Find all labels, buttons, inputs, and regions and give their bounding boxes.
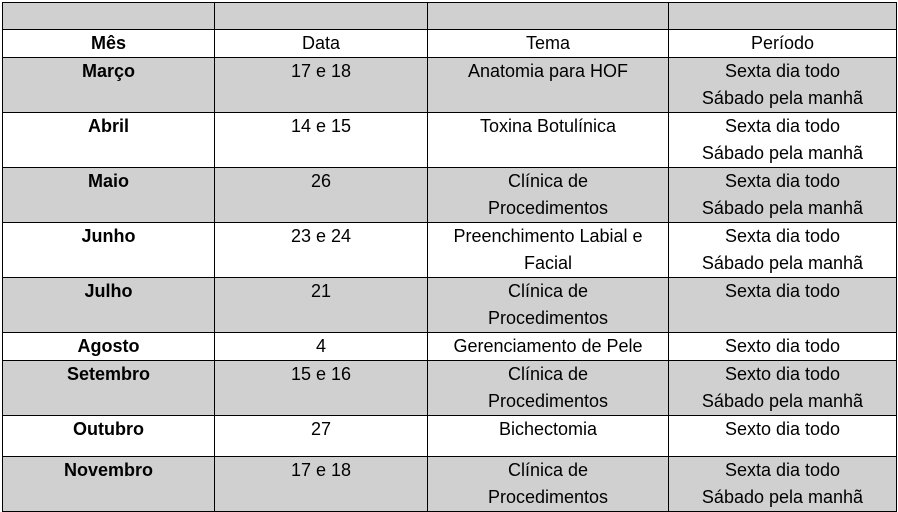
table-row xyxy=(3,333,897,361)
table-row xyxy=(3,457,897,512)
cell-data: 15 e 16 xyxy=(215,361,428,416)
table-row xyxy=(3,58,897,113)
blank-cell xyxy=(3,3,215,30)
table-row xyxy=(3,113,897,168)
header-data: Data xyxy=(215,30,428,58)
periodo-line: Sexta dia todo xyxy=(724,116,841,136)
tema-line: Clínica de xyxy=(507,171,589,191)
tema-line: Preenchimento Labial e xyxy=(453,226,643,246)
cell-periodo xyxy=(669,278,897,333)
table-row xyxy=(3,361,897,416)
periodo-line: Sábado pela manhã xyxy=(701,487,864,507)
cell-tema xyxy=(428,333,669,361)
cell-periodo xyxy=(669,58,897,113)
column-header-row xyxy=(3,30,897,58)
cell-tema xyxy=(428,58,669,113)
periodo-line: Sexta dia todo xyxy=(724,226,841,246)
blank-header-row xyxy=(3,3,897,30)
cell-periodo xyxy=(669,361,897,416)
periodo-line: Sexta dia todo xyxy=(724,171,841,191)
tema-line: Facial xyxy=(523,253,572,273)
periodo-line: Sexto dia todo xyxy=(724,419,841,439)
cell-periodo xyxy=(669,333,897,361)
tema-line: Procedimentos xyxy=(487,487,609,507)
cell-mes: Junho xyxy=(3,223,215,278)
cell-mes: Setembro xyxy=(3,361,215,416)
header-mes: Mês xyxy=(3,30,215,58)
tema-line: Gerenciamento de Pele xyxy=(453,336,643,356)
tema-line: Toxina Botulínica xyxy=(479,116,617,136)
periodo-line: Sexto dia todo xyxy=(724,364,841,384)
cell-mes: Maio xyxy=(3,168,215,223)
cell-tema xyxy=(428,113,669,168)
cell-periodo xyxy=(669,168,897,223)
cell-data: 23 e 24 xyxy=(215,223,428,278)
periodo-line: Sábado pela manhã xyxy=(701,88,864,108)
cell-data: 4 xyxy=(215,333,428,361)
periodo-line: Sexta dia todo xyxy=(724,281,841,301)
cell-tema xyxy=(428,361,669,416)
cell-mes: Abril xyxy=(3,113,215,168)
cell-tema xyxy=(428,278,669,333)
table-row xyxy=(3,416,897,457)
table-row xyxy=(3,168,897,223)
cell-data: 27 xyxy=(215,416,428,457)
tema-line: Bichectomia xyxy=(498,419,598,439)
cell-data: 17 e 18 xyxy=(215,58,428,113)
tema-line: Clínica de xyxy=(507,460,589,480)
periodo-line: Sábado pela manhã xyxy=(701,253,864,273)
cell-data: 26 xyxy=(215,168,428,223)
blank-cell xyxy=(215,3,428,30)
cell-mes: Março xyxy=(3,58,215,113)
cell-data: 14 e 15 xyxy=(215,113,428,168)
cell-tema xyxy=(428,168,669,223)
table-row xyxy=(3,223,897,278)
tema-line: Clínica de xyxy=(507,364,589,384)
tema-line: Procedimentos xyxy=(487,391,609,411)
blank-cell xyxy=(428,3,669,30)
cell-tema xyxy=(428,457,669,512)
cell-periodo xyxy=(669,113,897,168)
periodo-line: Sábado pela manhã xyxy=(701,391,864,411)
schedule-table xyxy=(2,2,897,512)
tema-line: Anatomia para HOF xyxy=(467,61,629,81)
cell-tema xyxy=(428,223,669,278)
periodo-line: Sexta dia todo xyxy=(724,61,841,81)
cell-mes: Julho xyxy=(3,278,215,333)
cell-periodo xyxy=(669,416,897,457)
header-tema: Tema xyxy=(428,30,669,58)
cell-data: 21 xyxy=(215,278,428,333)
cell-periodo xyxy=(669,457,897,512)
periodo-line: Sexta dia todo xyxy=(724,460,841,480)
cell-tema xyxy=(428,416,669,457)
tema-line: Clínica de xyxy=(507,281,589,301)
cell-mes: Novembro xyxy=(3,457,215,512)
periodo-line: Sábado pela manhã xyxy=(701,198,864,218)
blank-cell xyxy=(669,3,897,30)
cell-mes: Agosto xyxy=(3,333,215,361)
cell-periodo xyxy=(669,223,897,278)
tema-line: Procedimentos xyxy=(487,308,609,328)
table-row xyxy=(3,278,897,333)
cell-data: 17 e 18 xyxy=(215,457,428,512)
tema-line: Procedimentos xyxy=(487,198,609,218)
cell-mes: Outubro xyxy=(3,416,215,457)
periodo-line: Sexto dia todo xyxy=(724,336,841,356)
periodo-line: Sábado pela manhã xyxy=(701,143,864,163)
header-periodo: Período xyxy=(669,30,897,58)
